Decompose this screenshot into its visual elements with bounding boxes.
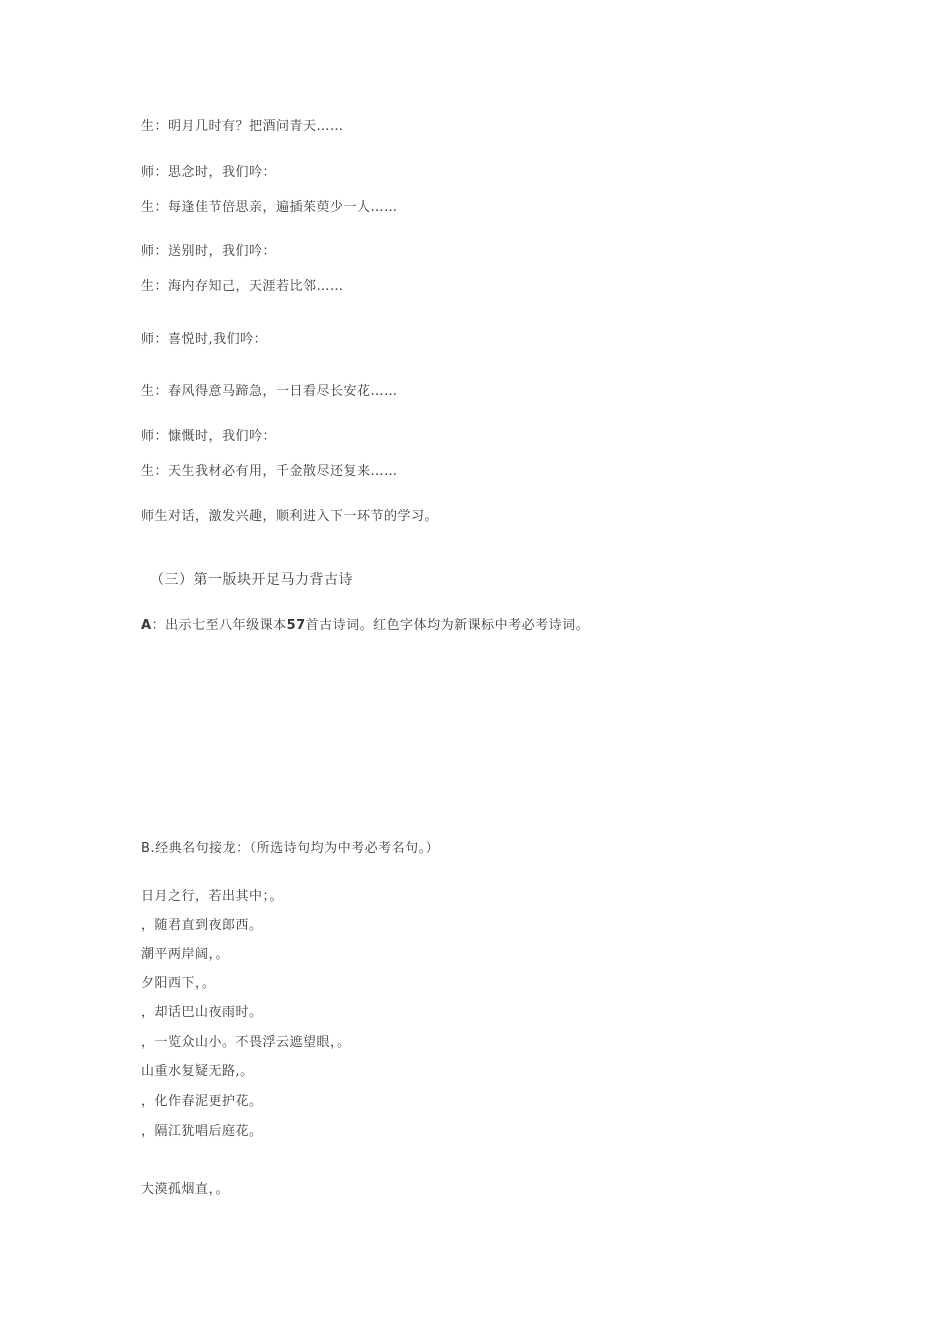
part-b-text: 经典名句接龙：（所选诗句均为中考必考名句。）	[155, 841, 440, 856]
fill-line-8: ，化作春泥更护花。	[141, 1094, 263, 1109]
part-a-paragraph	[141, 617, 589, 635]
part-a-text-after: 首古诗词。红色字体均为新课标中考必考诗词。	[305, 618, 590, 633]
fill-line-7: 山重水复疑无路,。	[141, 1064, 254, 1079]
fill-line-10: 大漠孤烟直，。	[141, 1182, 230, 1197]
part-a-label: A	[141, 618, 152, 633]
fill-line-4: 夕阳西下，。	[141, 976, 216, 991]
dialogue-line-student-4: 生：春风得意马蹄急，一日看尽长安花……	[141, 384, 398, 399]
fill-line-2: ，随君直到夜郎西。	[141, 918, 263, 933]
fill-line-3: 潮平两岸阔，。	[141, 947, 230, 962]
fill-line-5: ，却话巴山夜雨时。	[141, 1005, 263, 1020]
part-b-label: B.	[141, 841, 156, 856]
fill-line-6: ，一览众山小。不畏浮云遮望眼，。	[141, 1035, 351, 1050]
dialogue-line-teacher-3: 师：喜悦时,我们吟：	[141, 332, 268, 347]
fill-line-1: 日月之行，若出其中；。	[141, 889, 284, 904]
dialogue-line-teacher-1: 师：思念时，我们吟：	[141, 165, 277, 180]
part-a-number: 57	[286, 618, 306, 633]
part-a-text-before: ：出示七至八年级课本	[151, 618, 287, 633]
part-b-paragraph	[141, 840, 439, 858]
fill-line-9: ，隔江犹唱后庭花。	[141, 1124, 263, 1139]
dialogue-line-student-3: 生：海内存知己，天涯若比邻……	[141, 279, 344, 294]
dialogue-line-student-2: 生：每逢佳节倍思亲，遍插茱萸少一人……	[141, 200, 398, 215]
dialogue-line-student-1: 生：明月几时有？把酒问青天……	[141, 119, 344, 134]
dialogue-line-teacher-4: 师：慷慨时，我们吟：	[141, 429, 277, 444]
dialogue-line-teacher-2: 师：送别时，我们吟：	[141, 244, 277, 259]
section-heading: （三）第一版块开足马力背古诗	[150, 572, 353, 588]
dialogue-line-student-5: 生：天生我材必有用，千金散尽还复来……	[141, 464, 398, 479]
dialogue-summary: 师生对话，激发兴趣，顺利进入下一环节的学习。	[141, 509, 439, 524]
